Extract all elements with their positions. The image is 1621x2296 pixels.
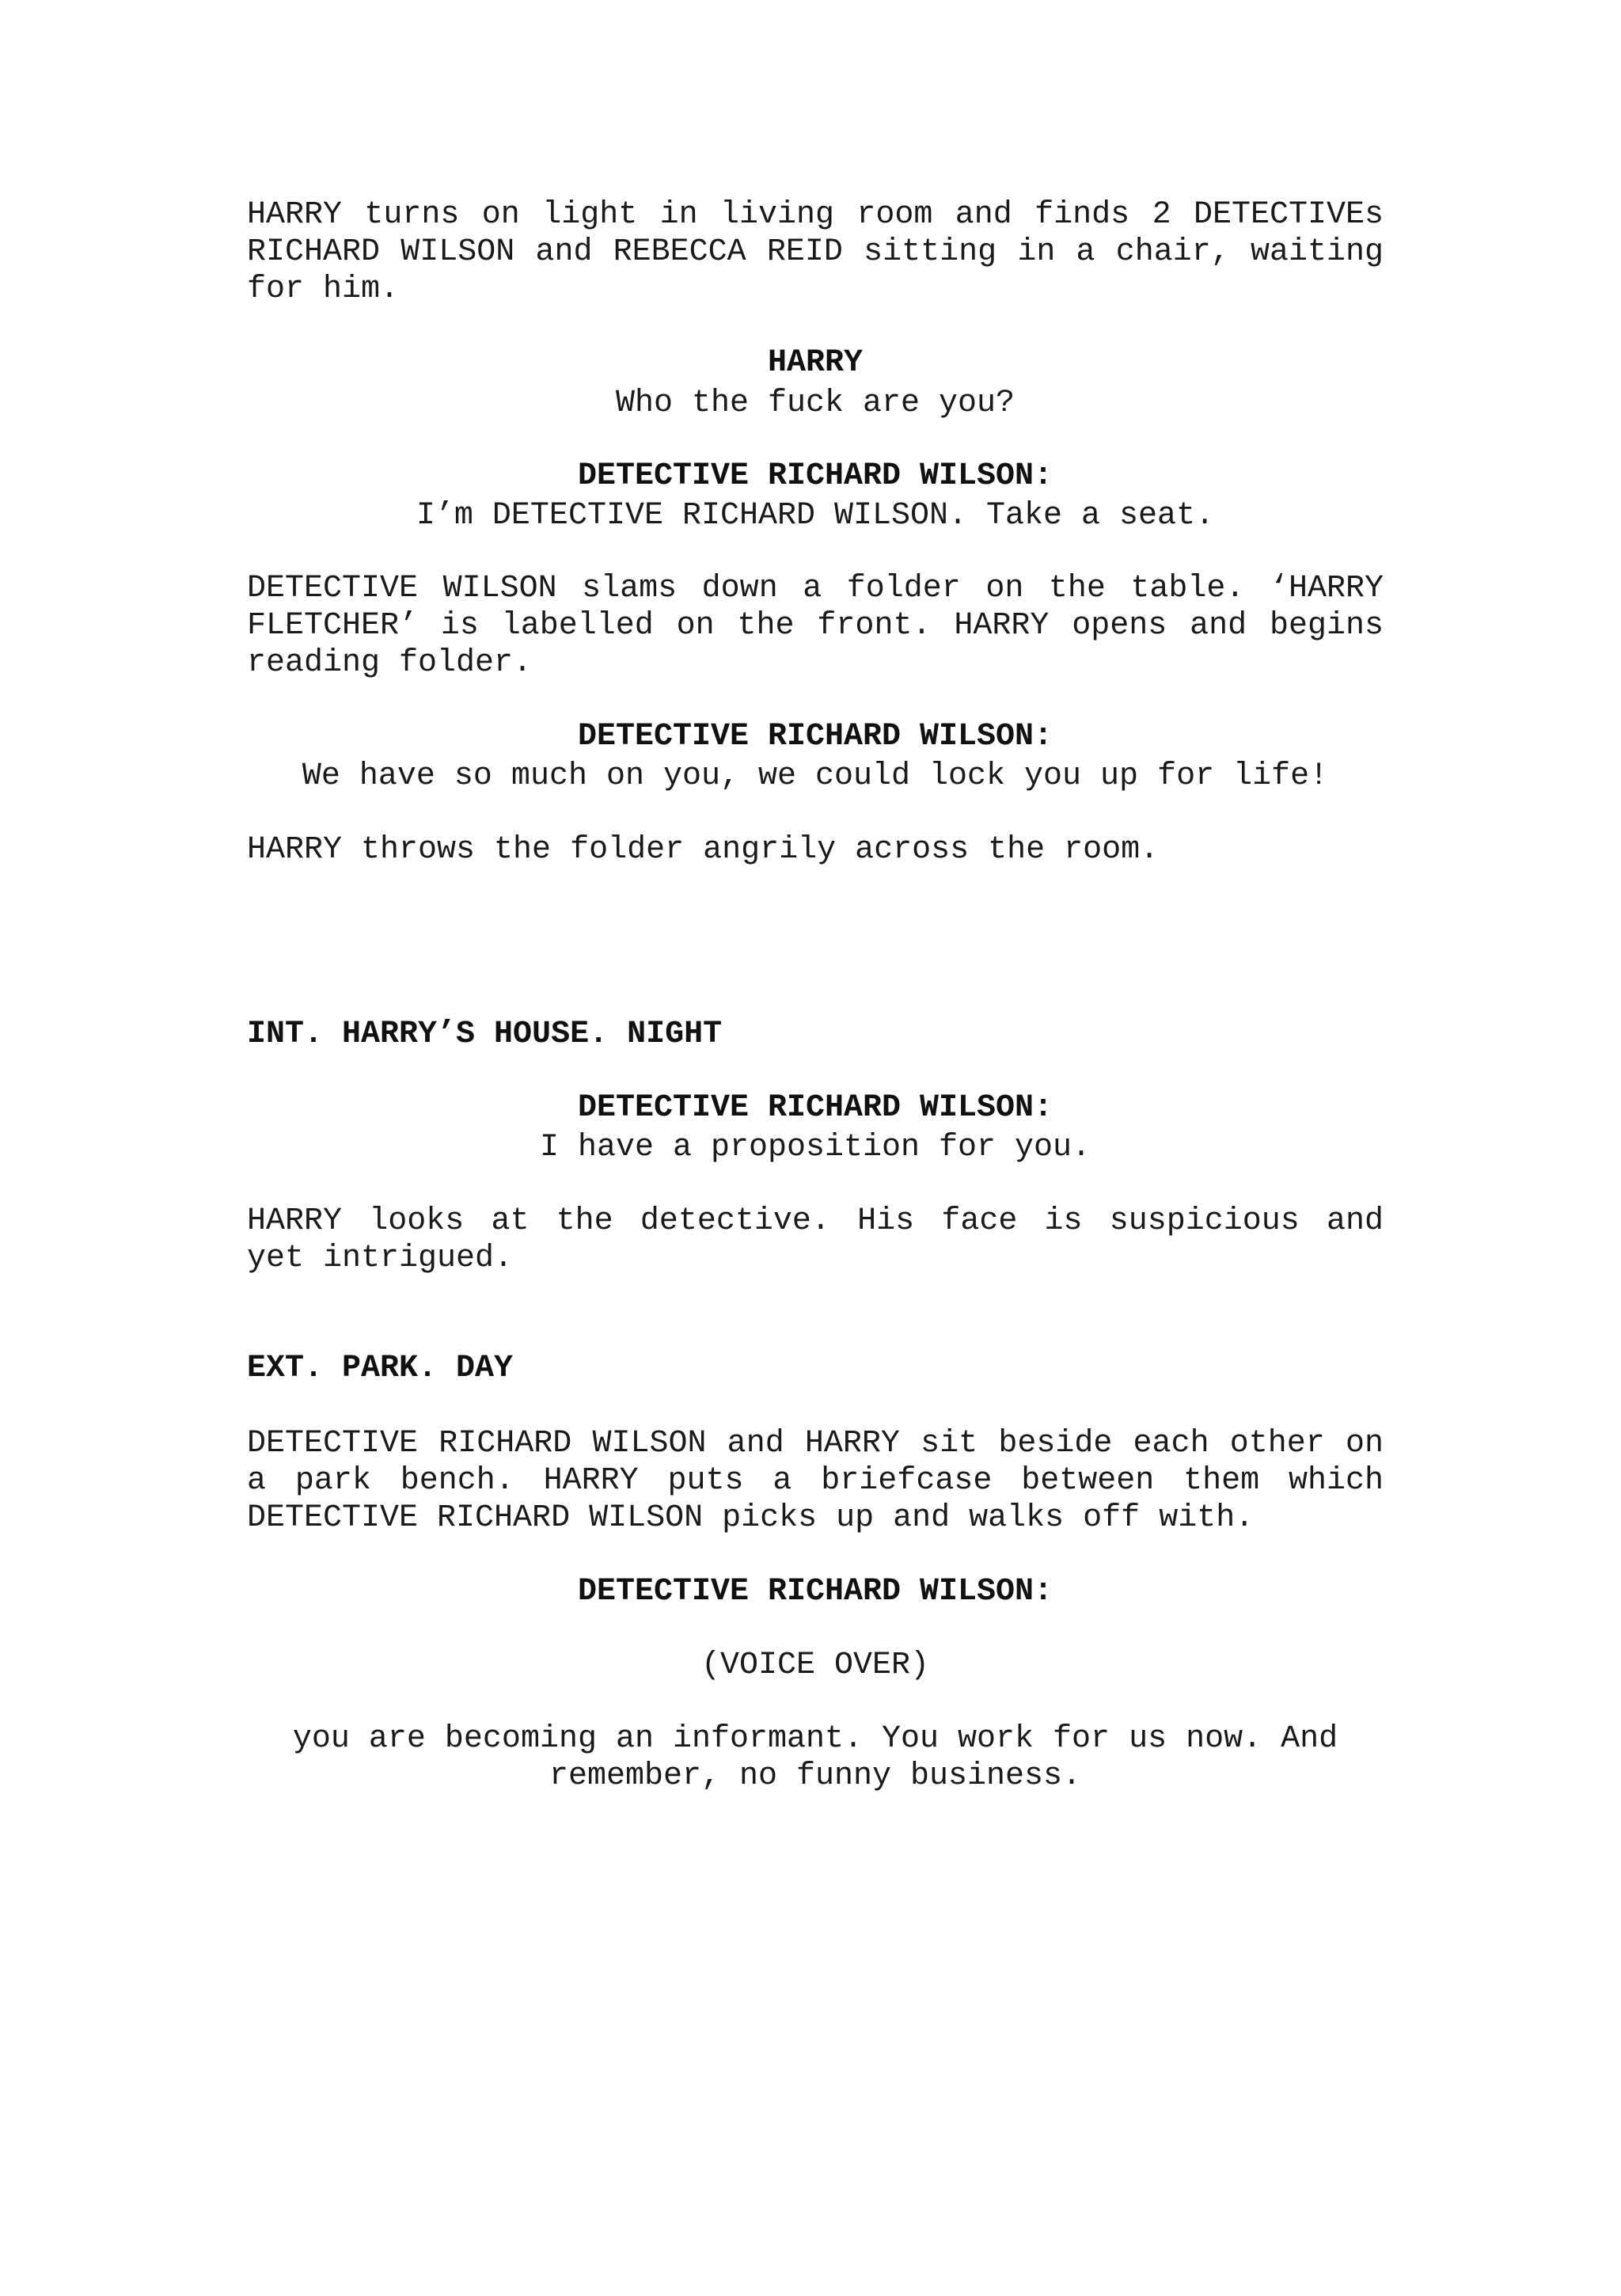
action-suspicious: HARRY looks at the detective. His face is suspicious and yet intrigued. [247,1203,1384,1276]
dialogue-lock-you-up: We have so much on you, we could lock you up for life! [302,758,1329,794]
character-detective-wilson: DETECTIVE RICHARD WILSON: [577,458,1053,494]
action-throws-folder: HARRY throws the folder angrily across the room. [247,832,1160,868]
dialogue-proposition: I have a proposition for you. [539,1130,1091,1165]
scene-heading-park: EXT. PARK. DAY [247,1351,514,1386]
dialogue-informant-line-1: you are becoming an informant. You work for us now. And [292,1721,1338,1757]
character-detective-wilson: DETECTIVE RICHARD WILSON: [577,1574,1053,1610]
character-detective-wilson: DETECTIVE RICHARD WILSON: [577,1090,1053,1126]
character-harry: HARRY [767,345,864,381]
action-light-on: HARRY turns on light in living room and finds 2 DETECTIVEs RICHARD WILSON and REBECCA REID sitting in a chair, waiting for him. [247,197,1384,307]
dialogue-informant-line-2: remember, no funny business. [549,1758,1082,1794]
dialogue-take-a-seat: I’m DETECTIVE RICHARD WILSON. Take a seat. [416,498,1215,534]
scene-heading-harrys-house: INT. HARRY’S HOUSE. NIGHT [247,1017,723,1052]
dialogue-informant [237,1720,1393,1795]
dialogue-who-are-you: Who the fuck are you? [615,386,1015,421]
parenthetical-voice-over: (VOICE OVER) [700,1648,930,1683]
character-detective-wilson: DETECTIVE RICHARD WILSON: [577,719,1053,755]
action-park-bench: DETECTIVE RICHARD WILSON and HARRY sit beside each other on a park bench. HARRY puts a briefcase between them which DETECTIVE RICHARD WILSON picks up and walks off with. [247,1426,1384,1536]
action-folder-slam: DETECTIVE WILSON slams down a folder on the table. ‘HARRY FLETCHER’ is labelled on the front. HARRY opens and begins reading folder. [247,571,1384,681]
